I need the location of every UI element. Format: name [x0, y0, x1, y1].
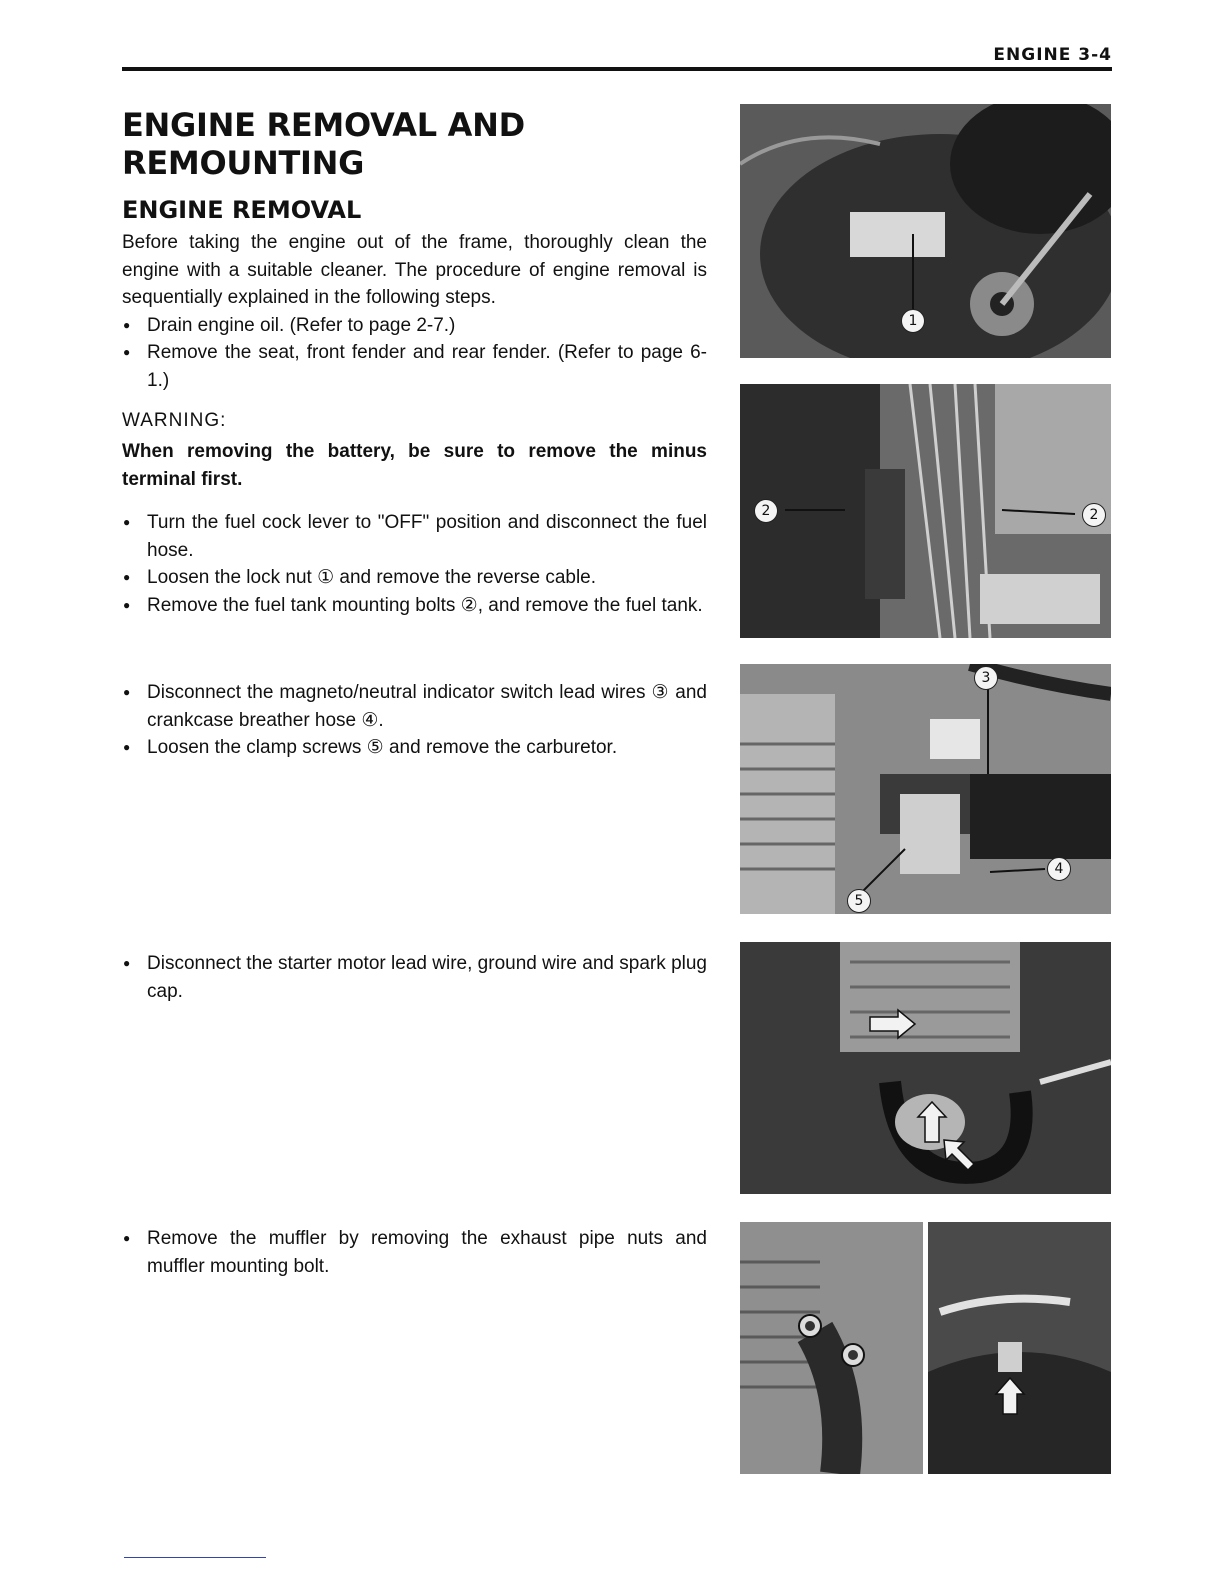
intro-block	[122, 229, 707, 394]
section-title: ENGINE REMOVAL	[122, 196, 362, 224]
list-item: ● Remove the seat, front fender and rear fender. (Refer to page 6-1.)	[122, 339, 707, 394]
callout-3: 3	[974, 666, 998, 690]
fuel-steps-block	[122, 509, 707, 619]
warning-title: WARNING:	[122, 410, 227, 431]
photo-muffler	[740, 1222, 1111, 1474]
callout-2-right: 2	[1082, 503, 1106, 527]
warning-block	[122, 410, 707, 494]
photo-tank-bolts	[740, 384, 1111, 638]
page-title: ENGINE REMOVAL AND REMOUNTING	[122, 106, 525, 182]
bullet-list-d	[122, 950, 707, 1005]
callout-4: 4	[1047, 857, 1071, 881]
list-item: ● Remove the fuel tank mounting bolts ②, and remove the fuel tank.	[122, 592, 707, 620]
footer-rule	[124, 1557, 266, 1558]
intro-paragraph: Before taking the engine out of the frame, thoroughly clean the engine with a suitable cleaner. The procedure of engine removal is sequentially explained in the following steps.	[122, 232, 707, 308]
starter-steps-block	[122, 950, 707, 1005]
bullet-list-b	[122, 509, 707, 619]
callout-1: 1	[901, 309, 925, 333]
warning-body: When removing the battery, be sure to remove the minus terminal first.	[122, 441, 707, 490]
list-item: ● Disconnect the magneto/neutral indicator switch lead wires ③ and crankcase breather hose ④.	[122, 679, 707, 734]
page-header-label: ENGINE 3-4	[993, 45, 1112, 65]
list-item: ● Turn the fuel cock lever to "OFF" position and disconnect the fuel hose.	[122, 509, 707, 564]
carburetor-steps-block	[122, 679, 707, 762]
list-item: ● Drain engine oil. (Refer to page 2-7.)	[122, 312, 707, 340]
muffler-steps-block	[122, 1225, 707, 1280]
list-item: ● Loosen the lock nut ① and remove the reverse cable.	[122, 564, 707, 592]
photo-fuel-tank	[740, 104, 1111, 358]
photo-starter-motor	[740, 942, 1111, 1194]
list-item: ● Remove the muffler by removing the exhaust pipe nuts and muffler mounting bolt.	[122, 1225, 707, 1280]
list-item: ● Loosen the clamp screws ⑤ and remove the carburetor.	[122, 734, 707, 762]
bullet-list-c	[122, 679, 707, 762]
callout-2-left: 2	[754, 499, 778, 523]
photo-carburetor	[740, 664, 1111, 914]
list-item: ● Disconnect the starter motor lead wire, ground wire and spark plug cap.	[122, 950, 707, 1005]
callout-5: 5	[847, 889, 871, 913]
bullet-list-e	[122, 1225, 707, 1280]
bullet-list-a	[122, 312, 707, 395]
header-rule	[122, 67, 1112, 71]
